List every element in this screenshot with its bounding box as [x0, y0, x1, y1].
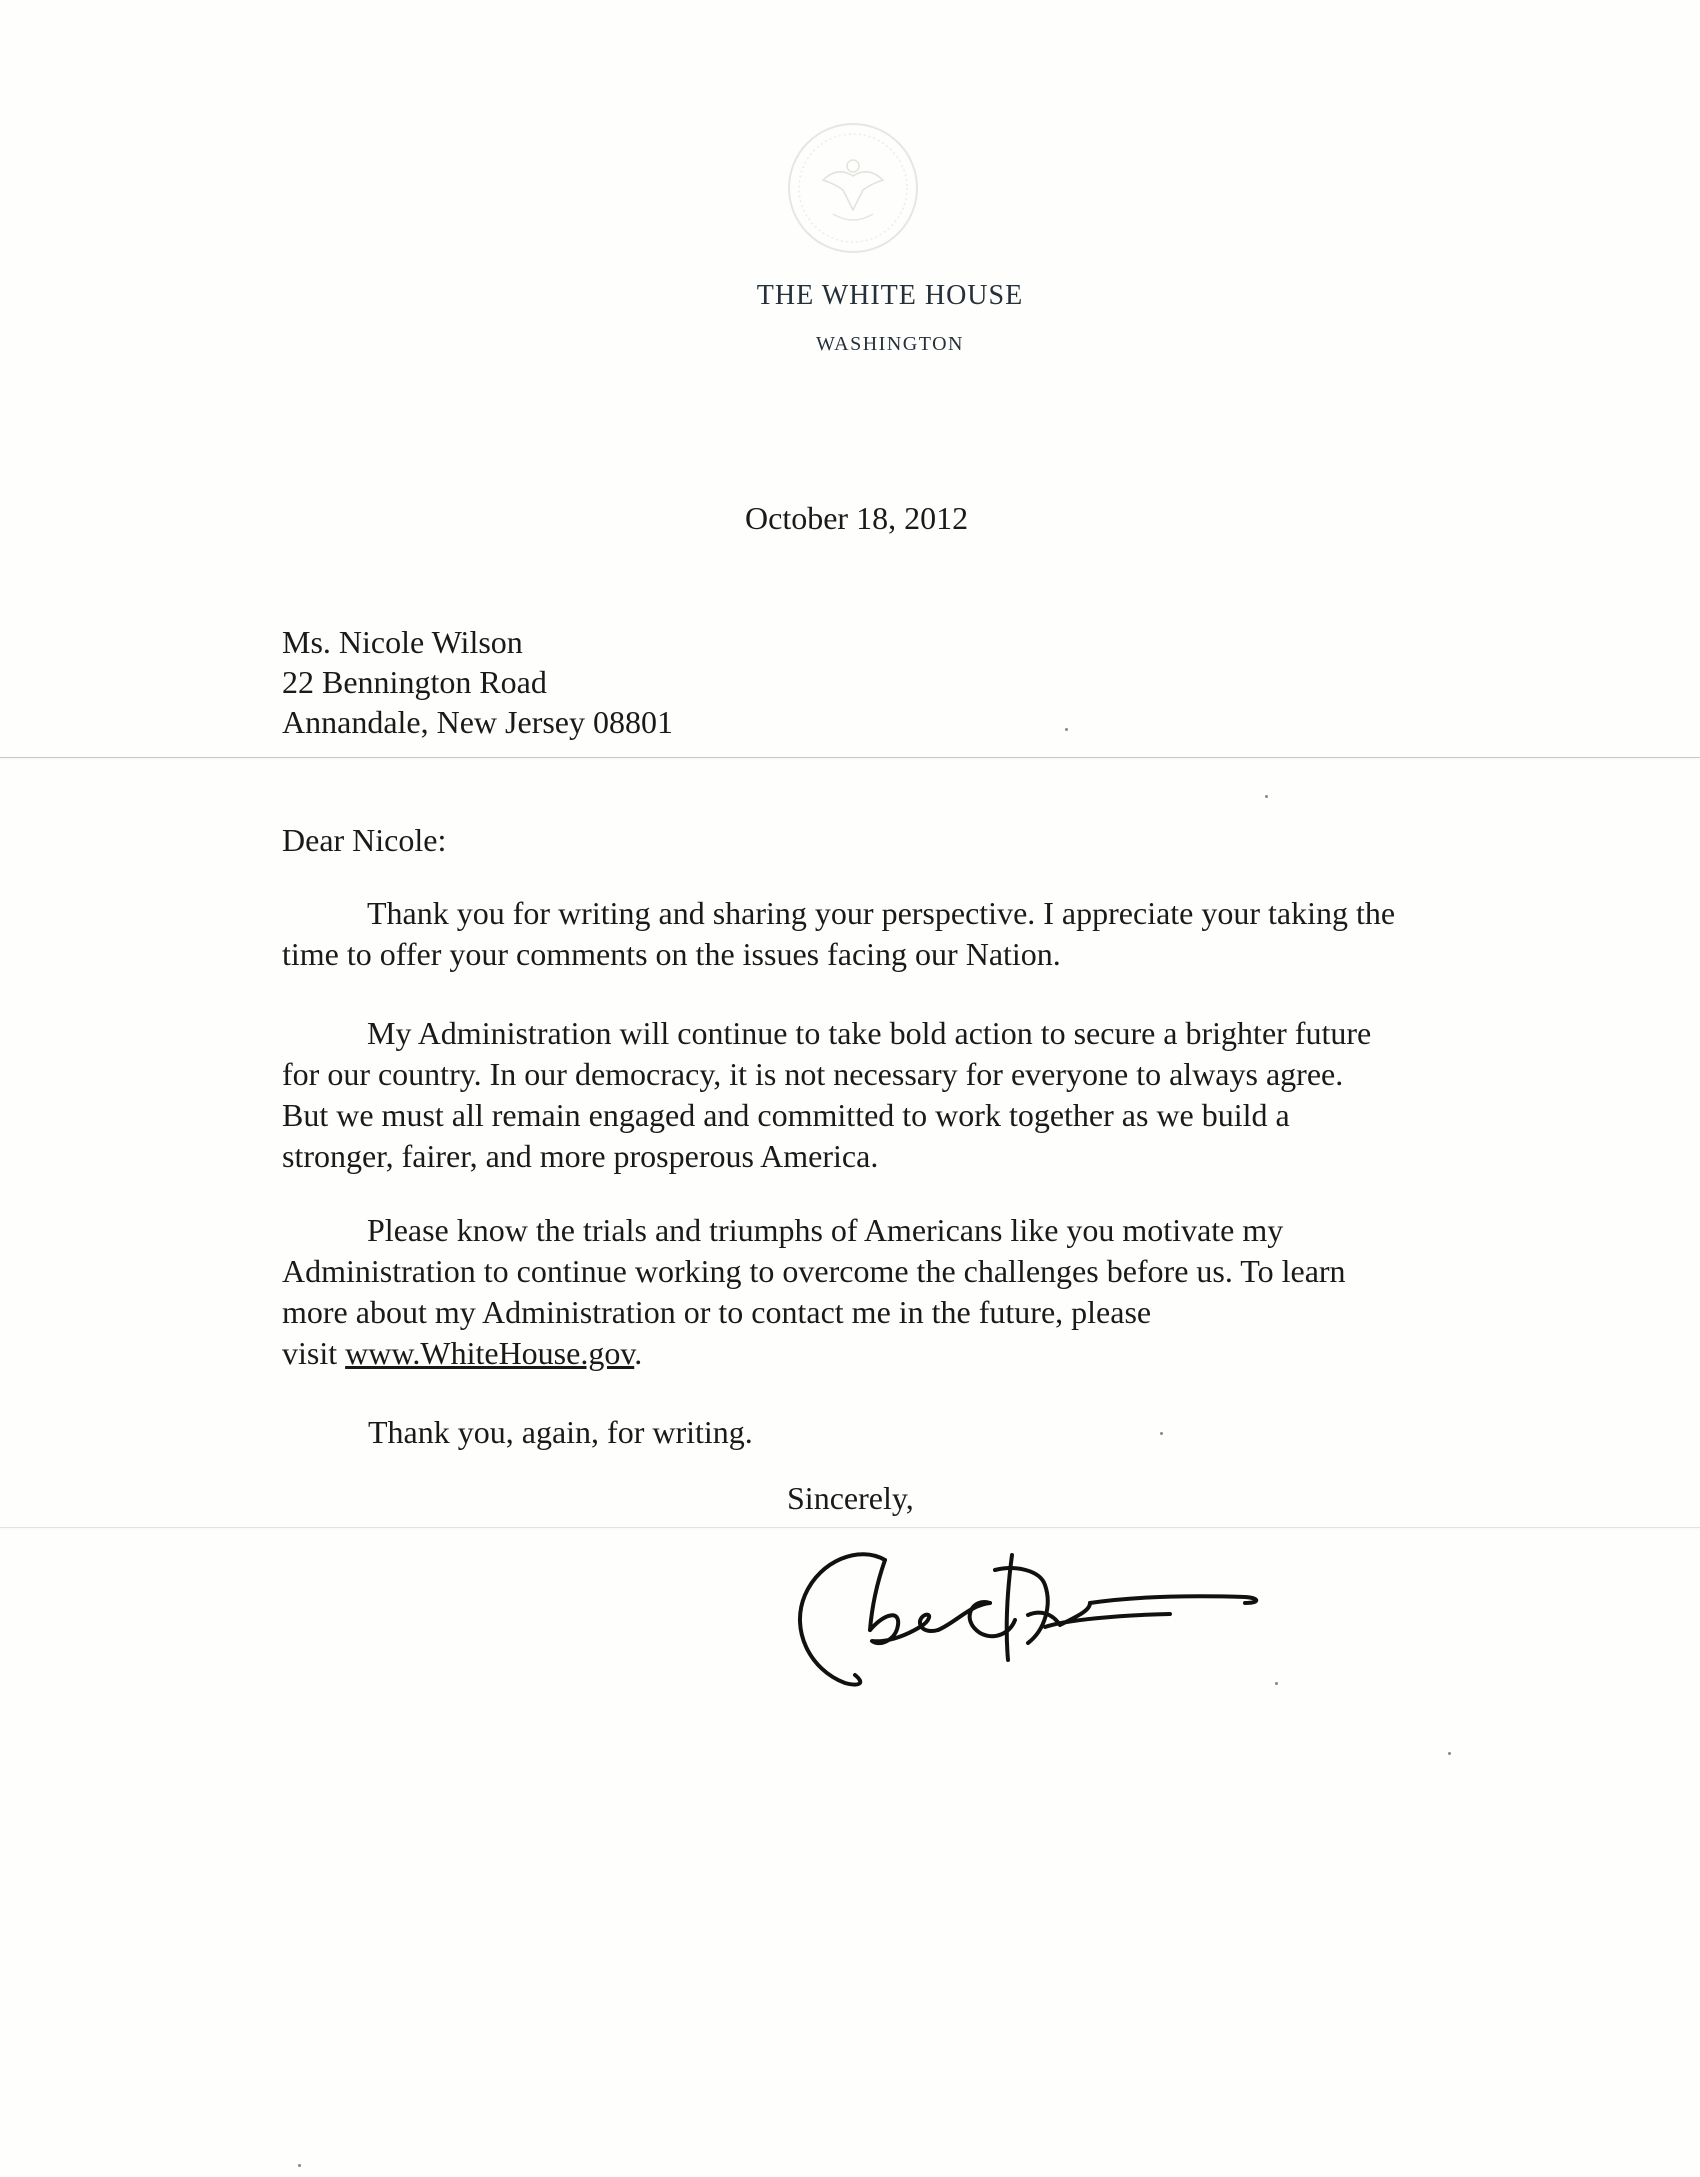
body-paragraph-1	[282, 893, 1395, 975]
paragraph-line: But we must all remain engaged and committed to work together as we build a	[282, 1097, 1290, 1133]
letterhead-subtitle: WASHINGTON	[816, 333, 964, 355]
paper-speck	[298, 2164, 301, 2167]
paragraph-line: stronger, fairer, and more prosperous America.	[282, 1138, 879, 1174]
whitehouse-link[interactable]: www.WhiteHouse.gov	[345, 1335, 635, 1371]
recipient-street: 22 Bennington Road	[282, 664, 547, 700]
paragraph-line: Thank you for writing and sharing your perspective. I appreciate your taking the	[367, 895, 1396, 931]
paper-speck	[1448, 1752, 1451, 1755]
letter-date: October 18, 2012	[745, 500, 969, 536]
closing-line: Thank you, again, for writing.	[368, 1414, 753, 1450]
handwritten-signature-icon	[790, 1515, 1265, 1695]
paragraph-line: My Administration will continue to take bold action to secure a brighter future	[367, 1015, 1372, 1051]
letterhead-title: THE WHITE HOUSE	[756, 280, 1024, 311]
paragraph-line: time to offer your comments on the issues facing our Nation.	[282, 936, 1061, 972]
body-paragraph-2	[282, 1013, 1371, 1177]
visit-prefix: visit	[282, 1335, 346, 1371]
paper-speck	[1265, 795, 1268, 798]
paragraph-line	[282, 1333, 1346, 1374]
visit-suffix: .	[634, 1335, 643, 1371]
paragraph-line: Please know the trials and triumphs of Americans like you motivate my	[367, 1212, 1284, 1248]
recipient-city: Annandale, New Jersey 08801	[282, 704, 673, 740]
valediction: Sincerely,	[787, 1480, 914, 1516]
paper-speck	[1275, 1682, 1278, 1685]
salutation: Dear Nicole:	[282, 822, 447, 858]
recipient-name: Ms. Nicole Wilson	[282, 624, 523, 660]
paper-speck	[1160, 1432, 1163, 1435]
paragraph-line: more about my Administration or to contact me in the future, please	[282, 1294, 1152, 1330]
paper-fold-line	[0, 757, 1700, 758]
body-paragraph-3	[282, 1210, 1346, 1374]
paragraph-line: Administration to continue working to overcome the challenges before us. To learn	[282, 1253, 1346, 1289]
paragraph-line: for our country. In our democracy, it is not necessary for everyone to always agree.	[282, 1056, 1344, 1092]
presidential-seal-icon	[783, 118, 923, 258]
recipient-address	[282, 622, 673, 742]
paper-speck	[1065, 728, 1068, 731]
